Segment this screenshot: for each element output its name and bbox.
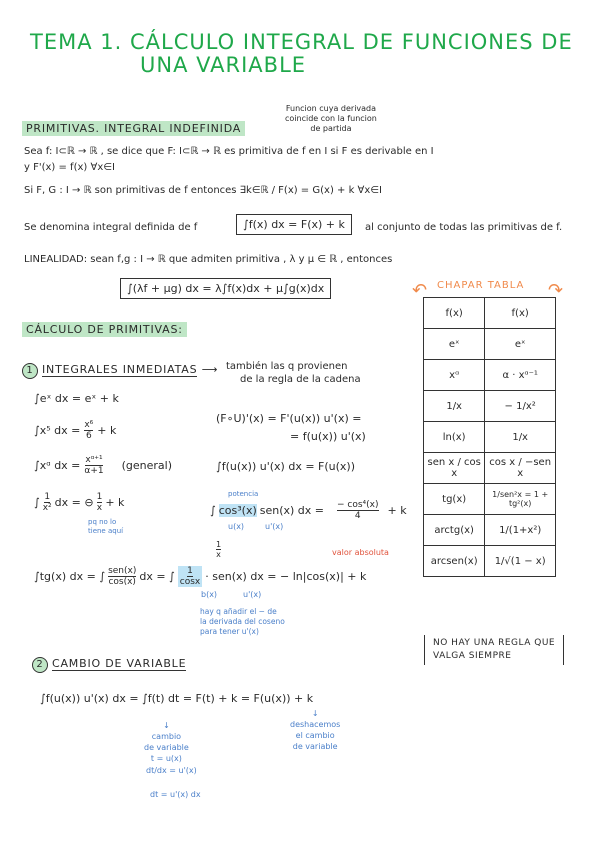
- formula-part: ∫: [34, 496, 40, 509]
- formula-part: · sen(x) dx = − ln|cos(x)| + k: [205, 570, 367, 583]
- cambio-variable-title: CAMBIO DE VARIABLE: [52, 657, 187, 670]
- note-line: tiene aquí: [88, 527, 124, 535]
- curved-arrow-right-icon: ↷: [548, 280, 564, 301]
- derivative-table: [423, 297, 556, 577]
- table-cell: eˣ: [485, 329, 556, 360]
- section-calculo: [22, 323, 187, 336]
- note-minus: [88, 518, 123, 536]
- note-line: el cambio: [295, 731, 335, 740]
- section-primitivas: [22, 122, 245, 135]
- definition-integral-post: al conjunto de todas las primitivas de f.: [365, 222, 563, 233]
- formula-part: + k: [387, 504, 407, 517]
- fraction-num: 1: [187, 566, 193, 576]
- small-fraction: [216, 540, 221, 559]
- inmediatas-heading: [22, 363, 218, 379]
- formula-part: ∫: [210, 504, 216, 517]
- note-line: NO HAY UNA REGLA QUE: [433, 638, 556, 648]
- table-row: [424, 453, 556, 484]
- valor-absoluto-note: valor absoluta: [332, 548, 389, 557]
- formula-inverse-square: [34, 492, 124, 513]
- table-cell: xᵅ: [424, 360, 485, 391]
- table-cell: eˣ: [424, 329, 485, 360]
- table-row: [424, 484, 556, 515]
- label-u: u(x): [228, 522, 245, 531]
- table-cell: arcsen(x): [424, 546, 485, 577]
- fraction: [337, 500, 379, 521]
- fraction-num: 1: [216, 540, 222, 549]
- formula-part: (general): [121, 459, 173, 472]
- fraction-num: xᵅ⁺¹: [85, 455, 103, 465]
- formula-xalpha: [34, 455, 172, 476]
- label-b: b(x): [201, 590, 218, 599]
- table-cell: ln(x): [424, 422, 485, 453]
- tangent-note: [200, 607, 285, 637]
- note-line: para tener u'(x): [200, 627, 259, 636]
- definition-constante: Si F, G : I → ℝ son primitivas de f entonces ∃k∈ℝ / F(x) = G(x) + k ∀x∈I: [24, 185, 382, 196]
- example-potencia: [210, 500, 407, 521]
- fraction: [97, 492, 103, 513]
- note-line: VALGA SIEMPRE: [433, 651, 512, 661]
- table-row: [424, 515, 556, 546]
- table-row: [424, 298, 556, 329]
- formula-part: dx = ∫: [139, 570, 175, 583]
- table-cell: f(x): [424, 298, 485, 329]
- fraction-num: x⁶: [84, 420, 94, 430]
- fraction-num: − cos⁴(x): [337, 500, 379, 510]
- table-cell: cos x / −sen x: [485, 453, 556, 484]
- linealidad-box: ∫(λf + μg) dx = λ∫f(x)dx + μ∫g(x)dx: [120, 278, 331, 299]
- note-deshacer: [290, 708, 340, 752]
- formula-exp: ∫eˣ dx = eˣ + k: [34, 392, 119, 405]
- chain-rule-line2: = f(u(x)) u'(x): [290, 430, 366, 443]
- formula-part: + k: [97, 424, 117, 437]
- table-cell: f(x): [485, 298, 556, 329]
- page-title: TEMA 1. CÁLCULO INTEGRAL DE FUNCIONES DE: [30, 30, 573, 54]
- definition-primitiva-cont: y F'(x) = f(x) ∀x∈I: [24, 162, 115, 173]
- table-cell: arctg(x): [424, 515, 485, 546]
- table-cell: 1/x: [485, 422, 556, 453]
- formula-part: ∫tg(x) dx = ∫: [34, 570, 106, 583]
- table-row: [424, 360, 556, 391]
- fraction: [84, 455, 103, 476]
- number-two-badge: 2: [32, 657, 48, 673]
- number-one-badge: 1: [22, 363, 38, 379]
- table-row: [424, 391, 556, 422]
- label-du: u'(x): [265, 522, 284, 531]
- inmediatas-title: INTEGRALES INMEDIATAS: [42, 363, 198, 376]
- formula-part: ∫xᵅ dx =: [34, 459, 81, 472]
- fraction: [43, 492, 52, 513]
- table-cell: tg(x): [424, 484, 485, 515]
- fraction-den: 6: [85, 431, 92, 441]
- integral-definition-box: ∫f(x) dx = F(x) + k: [236, 214, 352, 235]
- potencia-label: potencia: [228, 490, 259, 498]
- fraction-num: sen(x): [108, 566, 137, 576]
- formula-x5: [34, 420, 116, 441]
- note-line: de la regla de la cadena: [240, 374, 361, 385]
- table-cell: sen x / cos x: [424, 453, 485, 484]
- arrow-down-icon: ↓: [311, 709, 319, 718]
- table-row: [424, 329, 556, 360]
- table-cell: 1/√(1 − x): [485, 546, 556, 577]
- formula-part: + k: [105, 496, 125, 509]
- inmediatas-note: [226, 360, 361, 386]
- fraction-den: x: [216, 550, 221, 559]
- fraction: [108, 566, 136, 587]
- formula-part: sen(x) dx =: [259, 504, 325, 517]
- note-line: Funcion cuya derivada: [285, 104, 377, 113]
- dt-formula: dt = u'(x) dx: [150, 790, 201, 799]
- page-title-line2: UNA VARIABLE: [140, 53, 307, 77]
- note-line: hay q añadir el − de: [200, 607, 277, 616]
- formula-cambio-variable: ∫f(u(x)) u'(x) dx = ∫f(t) dt = F(t) + k = F(u(x)) + k: [40, 692, 314, 705]
- label-u-prime: u'(x): [243, 590, 262, 599]
- table-cell: 1/sen²x = 1 + tg²(x): [485, 484, 556, 515]
- linealidad-text: LINEALIDAD: sean f,g : I → ℝ que admiten primitiva , λ y μ ∈ ℝ , entonces: [24, 254, 393, 265]
- table-cell: 1/x: [424, 391, 485, 422]
- arrow-down-icon: ↓: [163, 721, 170, 730]
- note-cambio: [144, 720, 189, 764]
- fraction-den: α+1: [84, 466, 104, 476]
- note-line: de variable: [292, 742, 338, 751]
- note-line: de partida: [310, 124, 352, 133]
- note-line: t = u(x): [150, 754, 182, 763]
- fraction: [84, 420, 93, 441]
- note-line: coincide con la funcion: [285, 114, 377, 123]
- curved-arrow-left-icon: ↶: [412, 280, 428, 301]
- formula-part: ∫x⁵ dx =: [34, 424, 81, 437]
- chapar-tabla-label: CHAPAR TABLA: [437, 280, 525, 291]
- fraction-den: 4: [354, 511, 361, 521]
- formula-tangent: [34, 566, 366, 587]
- section-calculo-label: CÁLCULO DE PRIMITIVAS:: [22, 322, 187, 337]
- fraction-highlight: [178, 566, 202, 587]
- formula-part: dx = ⊖: [54, 496, 94, 509]
- chain-rule-line1: (F∘U)'(x) = F'(u(x)) u'(x) =: [216, 412, 362, 425]
- note-line: deshacemos: [290, 720, 341, 729]
- fraction-den: x: [96, 503, 103, 513]
- note-line: pq no lo: [88, 518, 117, 526]
- arrow-right-icon: ⟶: [201, 363, 219, 376]
- table-cell: α · xᵅ⁻¹: [485, 360, 556, 391]
- table-row: [424, 546, 556, 577]
- note-line: también las q provienen: [226, 361, 348, 372]
- note-primitiva: [285, 104, 377, 134]
- fraction-den: cosx: [179, 577, 201, 587]
- cambio-variable-heading: [32, 657, 186, 673]
- no-hay-regla-note: [424, 635, 564, 665]
- dt-dx-formula: dt/dx = u'(x): [146, 766, 197, 775]
- fraction-num: 1: [96, 492, 103, 502]
- note-line: cambio: [151, 732, 182, 741]
- definition-primitiva: Sea f: I⊂ℝ → ℝ , se dice que F: I⊂ℝ → ℝ es primitiva de f en I si F es derivable en I: [24, 146, 434, 157]
- fraction-den: x²: [42, 503, 52, 513]
- note-line: la derivada del coseno: [200, 617, 285, 626]
- note-line: de variable: [144, 743, 189, 752]
- fraction-den: cos(x): [108, 577, 136, 587]
- section-primitivas-label: PRIMITIVAS. INTEGRAL INDEFINIDA: [22, 121, 245, 136]
- chain-rule-integral: ∫f(u(x)) u'(x) dx = F(u(x)): [216, 460, 356, 473]
- table-cell: − 1/x²: [485, 391, 556, 422]
- table-cell: 1/(1+x²): [485, 515, 556, 546]
- fraction-num: 1: [44, 492, 51, 502]
- table-row: [424, 422, 556, 453]
- definition-integral-pre: Se denomina integral definida de f: [24, 222, 198, 233]
- highlight-cos3: cos³(x): [218, 504, 257, 517]
